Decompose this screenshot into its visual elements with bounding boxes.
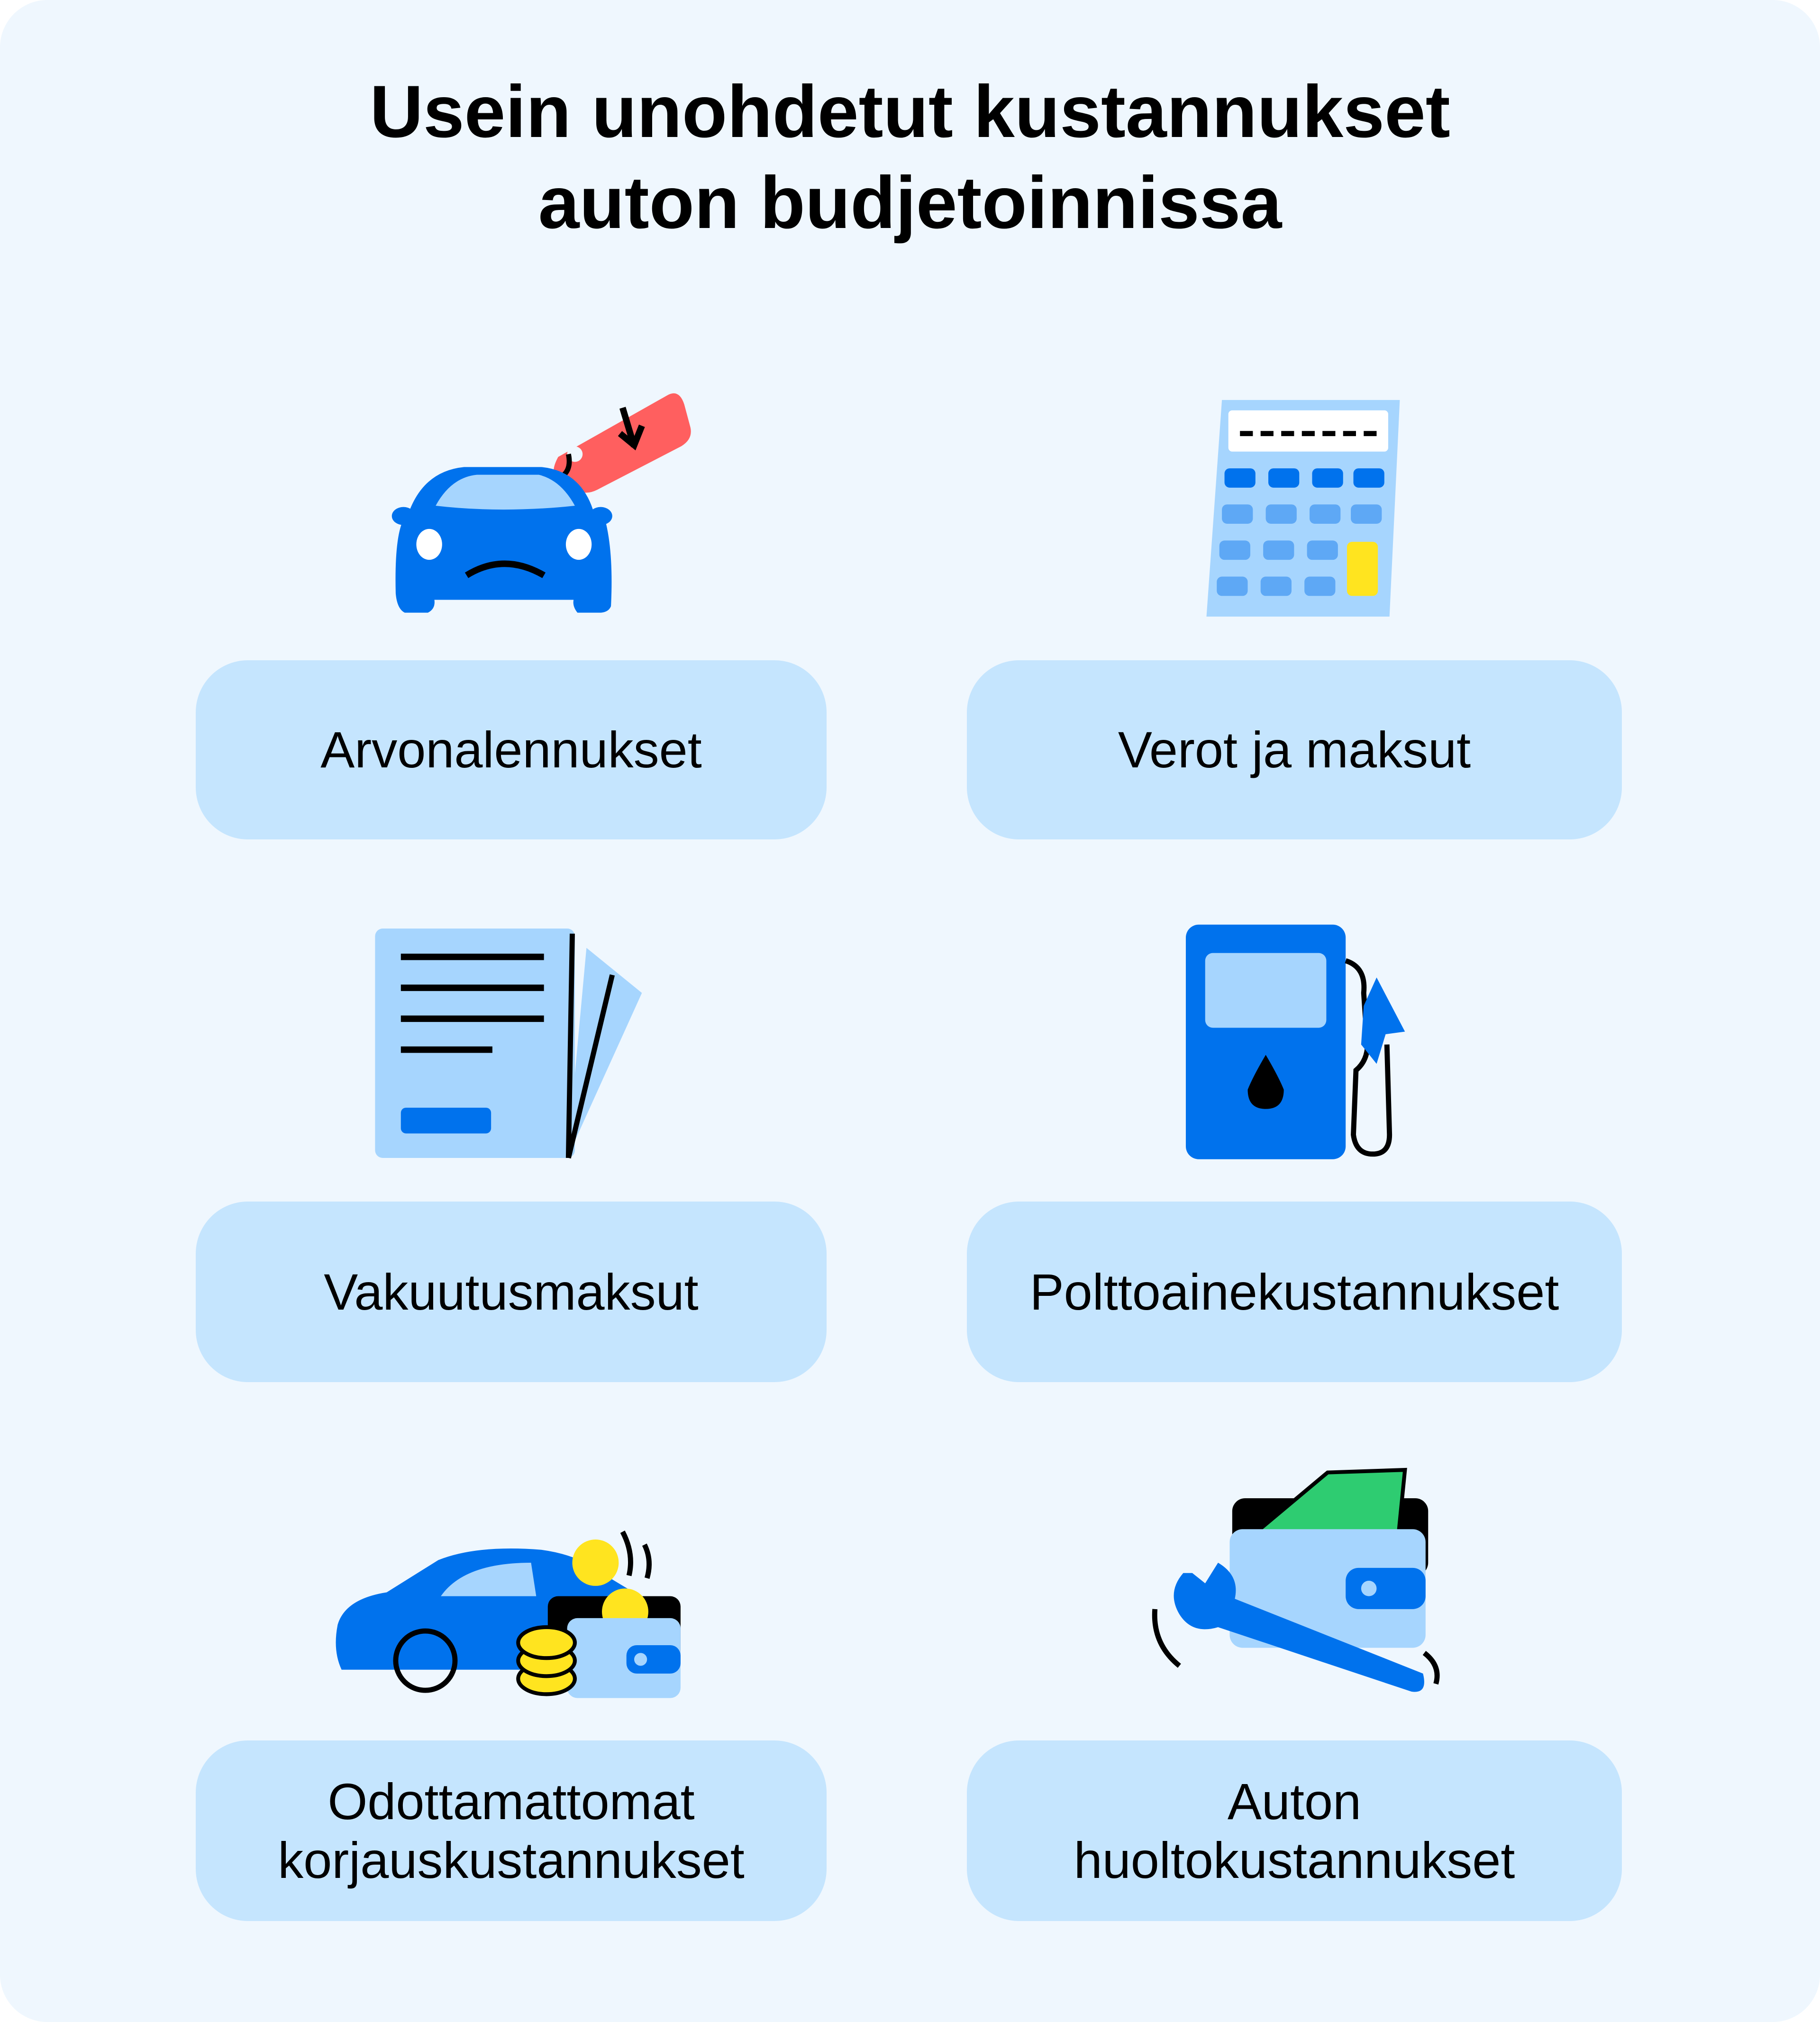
- item-label-line-1: Odottamattomat: [328, 1772, 695, 1830]
- item-label-line-2: korjauskustannukset: [278, 1831, 745, 1889]
- item-label-line-2: huoltokustannukset: [1074, 1831, 1515, 1889]
- wallet-wrench-icon: [1155, 1470, 1437, 1692]
- title-line-1: Usein unohdetut kustannukset: [370, 71, 1450, 153]
- item-label-line-1: Auton: [1227, 1772, 1362, 1830]
- title-line-2: auton budjetoinnissa: [538, 162, 1282, 244]
- calculator-icon: [1206, 400, 1400, 617]
- fuel-pump-icon: [1186, 925, 1405, 1159]
- car-price-tag-down-icon: [392, 392, 696, 613]
- item-label: Vakuutusmaksut: [324, 1263, 699, 1321]
- car-coins-wallet-icon: [336, 1532, 681, 1698]
- documents-icon: [375, 929, 642, 1158]
- item-label: Verot ja maksut: [1118, 721, 1471, 778]
- item-label: Arvonalennukset: [320, 721, 702, 778]
- item-label: Polttoainekustannukset: [1029, 1263, 1559, 1321]
